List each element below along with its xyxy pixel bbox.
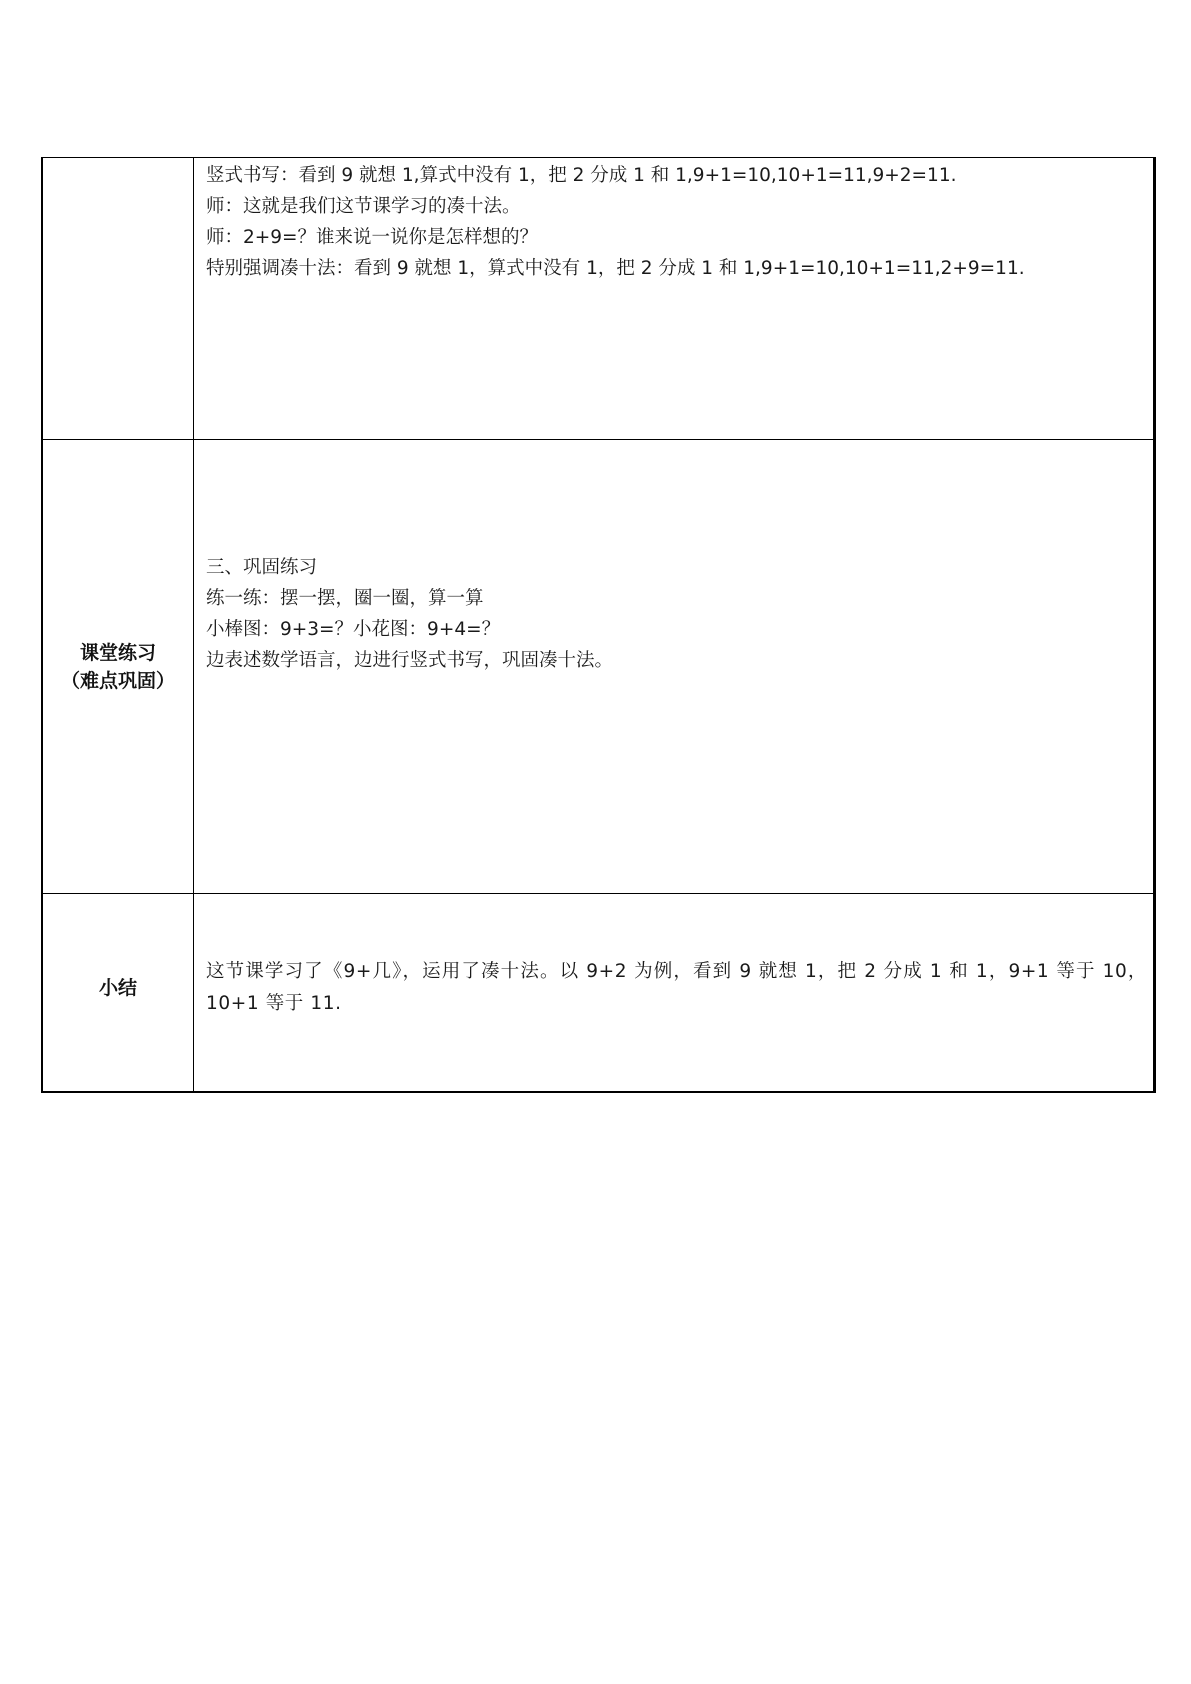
row-label-line-2: （难点巩固） [60,669,175,692]
row-content-classroom-practice [194,440,1153,893]
lesson-plan-table [41,157,1156,1093]
row-label-classroom-practice [43,440,194,893]
table-row-summary [43,894,1153,1092]
summary-paragraph: 这节课学习了《9+几》，运用了凑十法。以 9+2 为例，看到 9 就想 1，把 2 分成 1 和 1，9+1 等于 10，10+1 等于 11. [206,961,1147,1014]
content-line-exercises: 小棒图：9+3=？小花图：9+4=？ [206,619,501,640]
content-line-vertical-writing: 竖式书写：看到 9 就想 1,算式中没有 1，把 2 分成 1 和 1,9+1=10,10+1=11,9+2=11. [206,165,957,186]
content-line-section-heading: 三、巩固练习 [206,557,318,578]
row-content-method-explanation [194,158,1153,439]
table-row-method-explanation [43,158,1153,440]
table-row-classroom-practice [43,440,1153,894]
row-label-empty [43,158,194,439]
content-line-emphasis: 特别强调凑十法：看到 9 就想 1，算式中没有 1，把 2 分成 1 和 1,9+1=10,10+1=11,2+9=11. [206,258,1025,279]
content-line-teacher-question: 师：2+9=？谁来说一说你是怎样想的？ [206,227,539,248]
content-line-teacher-intro: 师：这就是我们这节课学习的凑十法。 [206,196,521,217]
content-line-practice: 练一练：摆一摆，圈一圈，算一算 [206,588,484,609]
row-label-line-1: 课堂练习 [79,641,156,664]
row-content-summary [194,894,1153,1092]
row-label-text: 小结 [98,977,137,999]
row-label-summary [43,894,194,1092]
content-line-consolidation: 边表述数学语言，边进行竖式书写，巩固凑十法。 [206,650,614,671]
